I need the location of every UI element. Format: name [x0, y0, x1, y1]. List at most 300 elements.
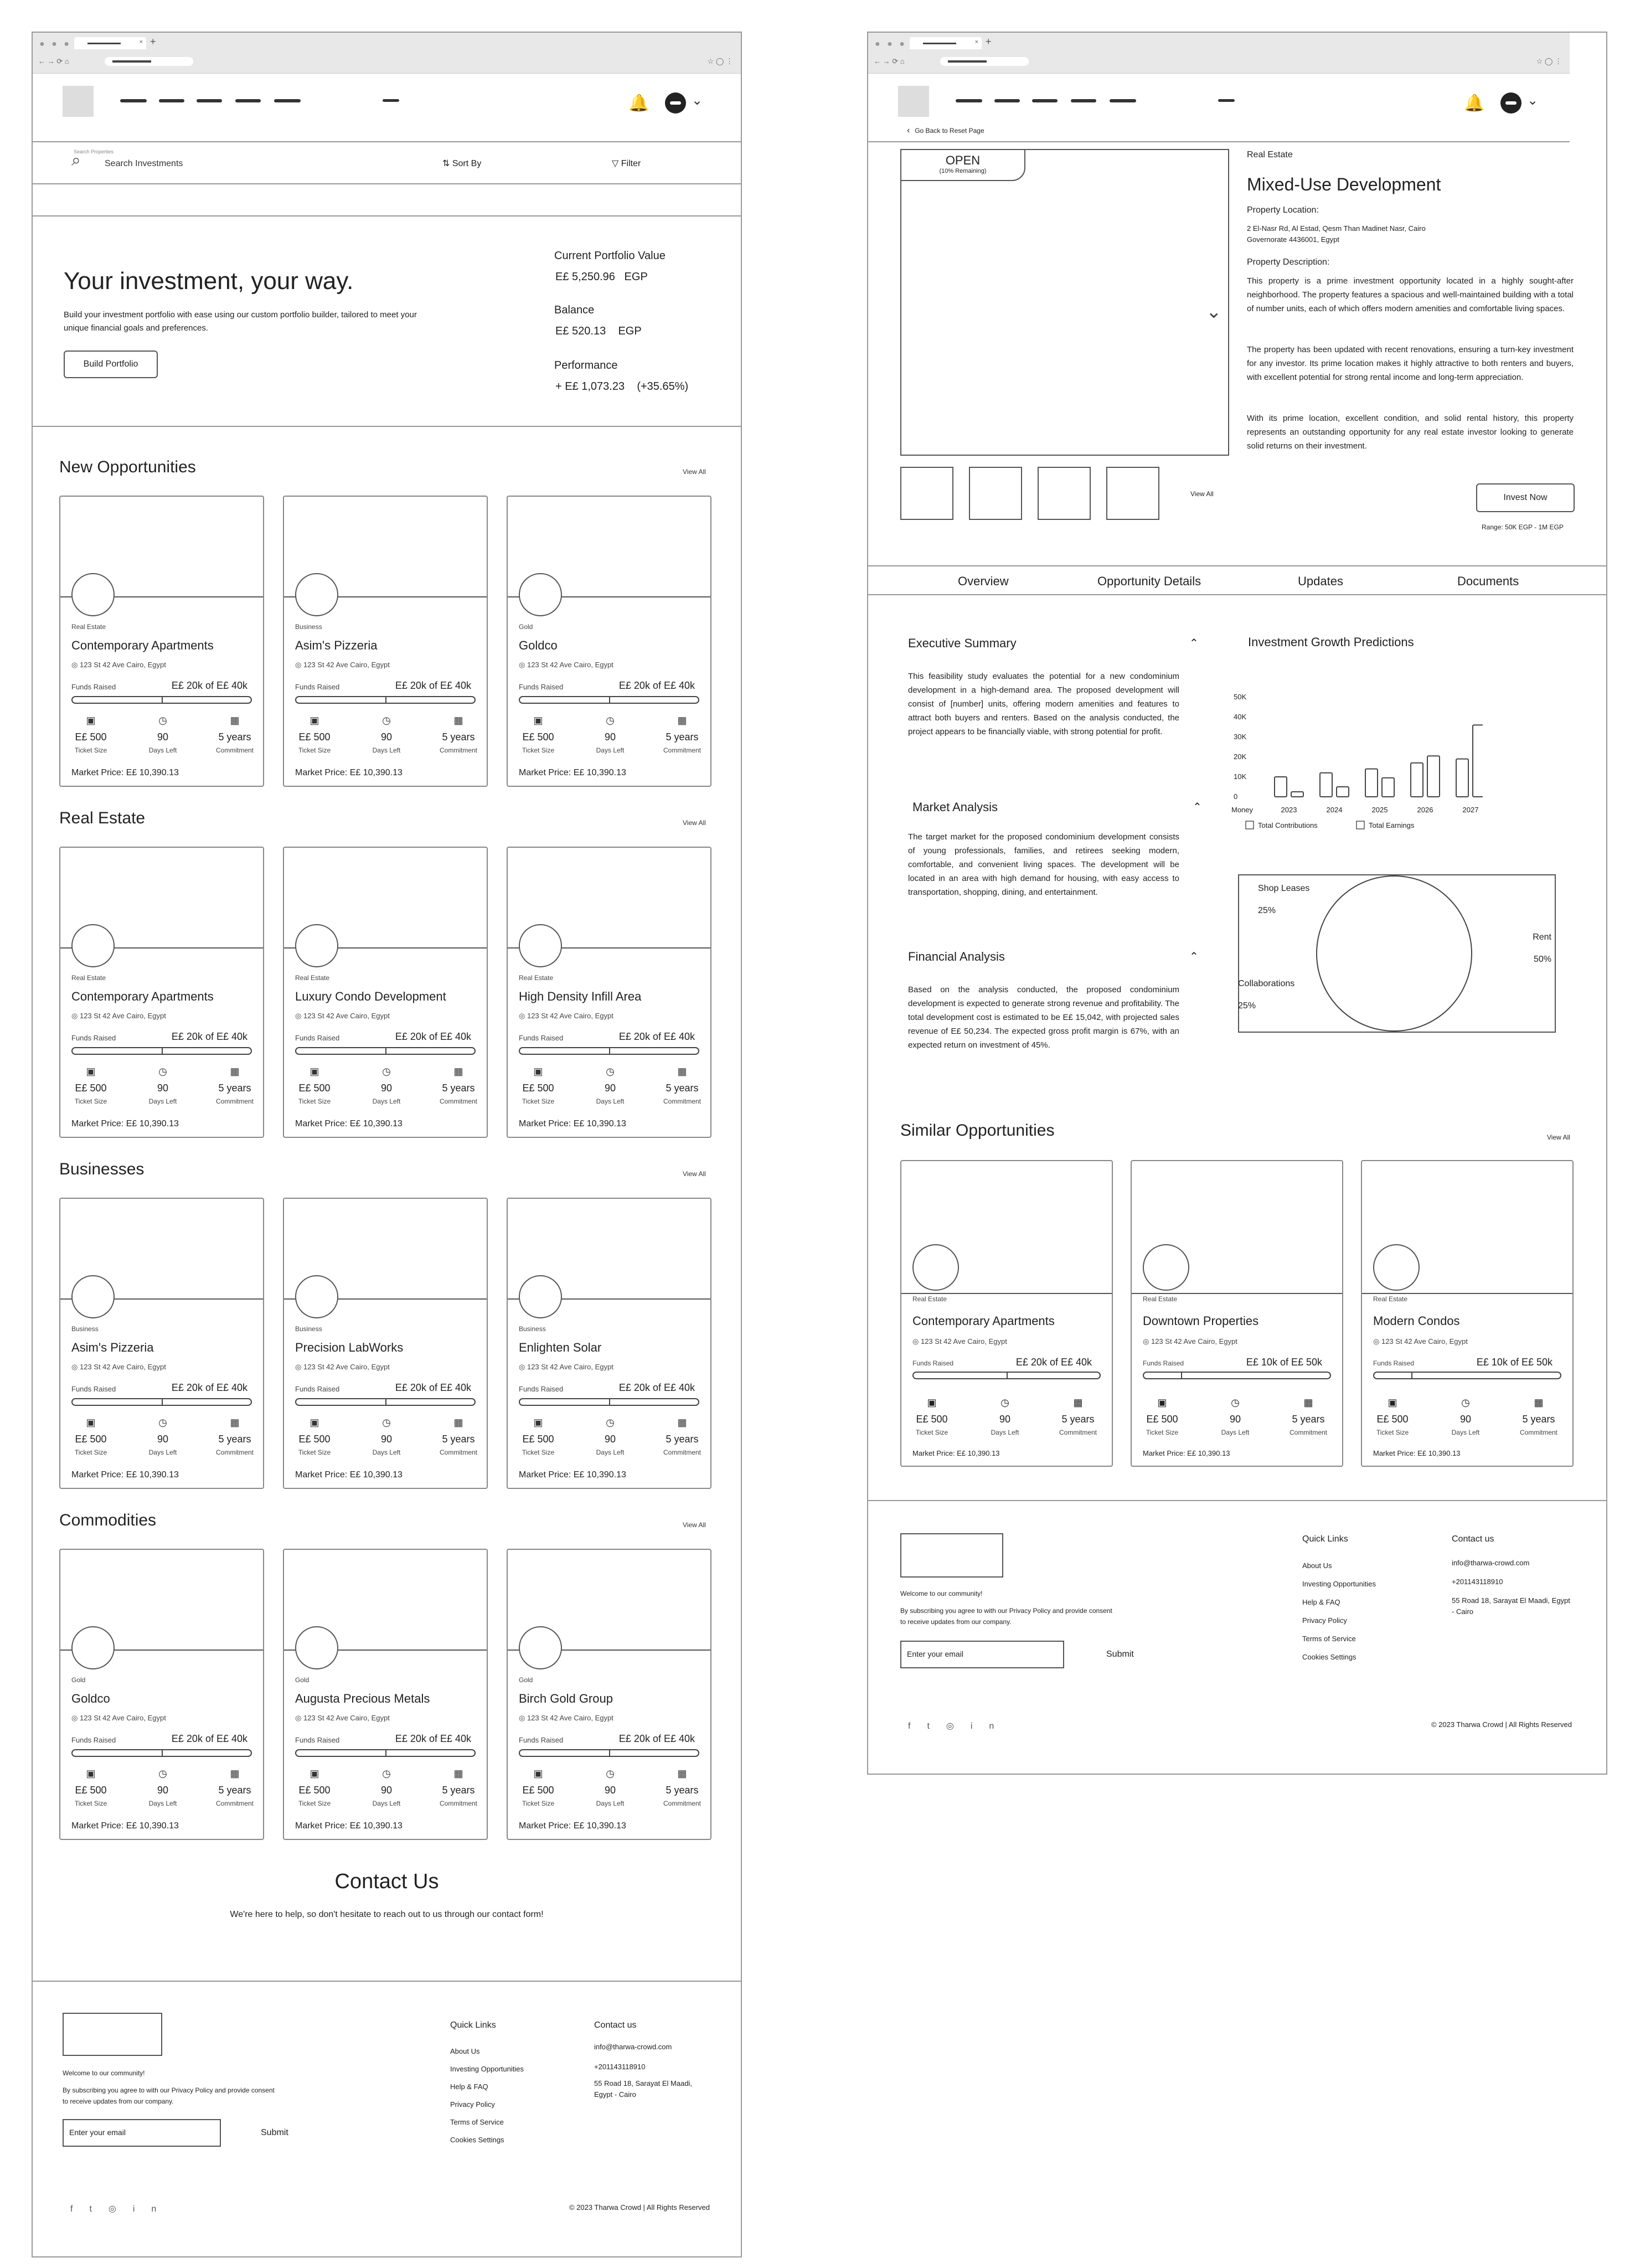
divider: [33, 426, 741, 427]
chevron-down-icon[interactable]: ⌄: [1527, 93, 1539, 108]
status-sub: (10% Remaining): [939, 168, 987, 174]
nav-link-2[interactable]: [994, 99, 1020, 102]
footer-consent: By subscribing you agree to with our Privacy Policy and provide consent to receive updates from our company.: [900, 1607, 1112, 1626]
footer-link[interactable]: Privacy Policy: [1302, 1616, 1347, 1625]
card-category: Real Estate: [912, 1295, 947, 1303]
chevron-up-icon[interactable]: ⌃: [1193, 801, 1202, 813]
ticket-stat: [508, 715, 569, 754]
invest-now-button[interactable]: Invest Now: [1476, 483, 1575, 512]
market-price: Market Price: E£ 10,390.13: [519, 1821, 626, 1831]
tab-updates[interactable]: Updates: [1298, 574, 1343, 588]
progress-marker: [162, 1398, 163, 1406]
filter-button[interactable]: [612, 158, 641, 169]
opportunity-card[interactable]: [283, 847, 488, 1138]
funds-label: Funds Raised: [1143, 1359, 1184, 1367]
x-tick-label: 2023: [1281, 806, 1297, 814]
contact-subtitle: We're here to help, so don't hesitate to reach out to us through our contact form!: [230, 1910, 544, 1919]
tab-documents[interactable]: Documents: [1457, 574, 1519, 588]
y-tick-label: 50K: [1234, 693, 1247, 701]
twitter-icon[interactable]: t: [927, 1721, 946, 1731]
market-price: Market Price: E£ 10,390.13: [71, 1470, 179, 1480]
ticket-icon: ▣: [927, 1397, 937, 1408]
card-title: Goldco: [71, 1692, 110, 1705]
growth-bar-chart: [1228, 658, 1483, 847]
calendar-icon: ▦: [1303, 1397, 1313, 1408]
commitment-value: 5 years: [666, 1434, 699, 1445]
progress-marker: [162, 1749, 163, 1757]
opportunity-card[interactable]: [283, 1549, 488, 1840]
footer-logo[interactable]: [63, 2013, 162, 2056]
commitment-label: Commitment: [215, 1449, 254, 1456]
card-logo: [519, 924, 562, 967]
footer: [868, 1501, 1606, 1775]
days-label: Days Left: [372, 1449, 401, 1456]
days-label: Days Left: [372, 1097, 401, 1105]
instagram-icon[interactable]: ◎: [946, 1721, 971, 1731]
funds-amount: E£ 20k of E£ 40k: [395, 680, 471, 691]
footer-submit-button[interactable]: Submit: [261, 2128, 288, 2137]
browser-tab[interactable]: ×: [910, 37, 982, 49]
card-title: Asim's Pizzeria: [295, 638, 378, 652]
footer-welcome: Welcome to our community!: [63, 2069, 145, 2077]
accordion-body: Based on the analysis conducted, the proposed condominium development is expected to generate strong revenue and profitability. The total development cost is estimated to be E£ 15,042, with projected sales revenue of E£ 50,234. The expected gross profit margin is 67%, with an expected return on investment of 45%.: [908, 985, 1179, 1050]
ticket-stat: [508, 1417, 569, 1456]
property-image[interactable]: [900, 149, 1229, 456]
ticket-stat: [901, 1397, 962, 1436]
card-category: Real Estate: [1143, 1295, 1178, 1303]
card-logo: [71, 924, 115, 967]
card-category: Gold: [519, 623, 533, 631]
legend-label: Total Contributions: [1258, 821, 1318, 829]
ticket-label: Ticket Size: [74, 1449, 107, 1456]
view-all-link[interactable]: View All: [683, 1521, 706, 1529]
card-title: Goldco: [519, 638, 558, 652]
commitment-value: 5 years: [218, 1083, 251, 1094]
y-tick-label: 10K: [1234, 772, 1247, 781]
view-all-link[interactable]: View All: [683, 819, 706, 827]
funds-label: Funds Raised: [295, 683, 340, 691]
nav-link-4[interactable]: [1071, 99, 1096, 102]
chevron-down-icon[interactable]: ⌄: [1206, 301, 1222, 322]
market-price: Market Price: E£ 10,390.13: [1373, 1449, 1461, 1457]
sort-button[interactable]: [442, 158, 481, 169]
days-value: 90: [1229, 1414, 1241, 1425]
ticket-icon: ▣: [86, 1066, 96, 1077]
commitment-label: Commitment: [663, 1449, 701, 1456]
days-stat: [1435, 1397, 1496, 1436]
avatar[interactable]: [1500, 92, 1521, 114]
copyright: © 2023 Tharwa Crowd | All Rights Reserved: [569, 2203, 710, 2212]
days-value: 90: [604, 1083, 616, 1094]
card-category: Real Estate: [1373, 1295, 1408, 1303]
nav-link-1[interactable]: [120, 99, 147, 102]
similar-card[interactable]: [1361, 1160, 1574, 1467]
social-icons: [70, 2203, 173, 2214]
top-nav: [33, 74, 741, 142]
card-address: ◎ 123 St 42 Ave Cairo, Egypt: [295, 1012, 390, 1020]
commitment-stat: [204, 1417, 265, 1456]
progress-marker: [609, 1398, 610, 1406]
commitment-value: 5 years: [442, 1083, 475, 1094]
calendar-icon: ▦: [677, 1066, 687, 1077]
accordion-title[interactable]: Market Analysis: [912, 800, 998, 814]
calendar-icon: ▦: [677, 1768, 687, 1779]
browser-menu-icons[interactable]: ☆ ◯ ⋮: [707, 57, 733, 65]
linkedin-icon[interactable]: in: [132, 2204, 173, 2214]
ticket-label: Ticket Size: [522, 746, 555, 754]
ticket-value: E£ 500: [75, 731, 107, 743]
ticket-stat: [1132, 1397, 1193, 1436]
pie-slice-pct: 25%: [1258, 906, 1276, 915]
thumbnail[interactable]: [900, 467, 953, 520]
build-portfolio-button[interactable]: Build Portfolio: [64, 350, 158, 378]
ticket-icon: ▣: [533, 1066, 543, 1077]
progress-bar: [71, 1398, 252, 1406]
address-bar[interactable]: [940, 57, 1029, 66]
card-logo: [71, 1626, 115, 1669]
view-all-link[interactable]: View All: [683, 468, 706, 476]
address-bar[interactable]: [105, 57, 193, 66]
funds-label: Funds Raised: [912, 1359, 954, 1367]
window-controls[interactable]: ● ● ●: [875, 39, 907, 49]
commitment-stat: [428, 1066, 489, 1105]
chevron-left-icon: ‹: [907, 126, 915, 135]
bar-earnings: [1427, 756, 1440, 797]
ticket-icon: ▣: [86, 1768, 96, 1779]
performance-value: + E£ 1,073.23 (+35.65%): [555, 380, 689, 393]
nav-link-1[interactable]: [956, 99, 982, 102]
similar-card[interactable]: [900, 1160, 1113, 1467]
accordion-body: The target market for the proposed condominium development consists of young professionals, families, and retirees seeking modern, comfortable, and convenient living spaces. The development will be located in an area with high demand for housing, with easy access to transportation, shopping, dining, and entertainment.: [908, 832, 1179, 897]
card-category: Real Estate: [71, 623, 106, 631]
funds-amount: E£ 20k of E£ 40k: [395, 1031, 471, 1042]
location-label: Property Location:: [1247, 205, 1319, 215]
description-paragraph: The property has been updated with recent renovations, ensuring a turn-key investment for any investor. Its prime location makes it highly attractive to both renters and buyers, with excellent potential for strong rental income and long-term appreciation.: [1247, 345, 1574, 382]
footer-link[interactable]: Help & FAQ: [1302, 1598, 1340, 1606]
calendar-icon: ▦: [453, 715, 463, 726]
location-pin-icon: ◎: [71, 1714, 80, 1722]
search-bar: [33, 142, 741, 184]
market-price: Market Price: E£ 10,390.13: [519, 1119, 626, 1128]
ticket-value: E£ 500: [522, 1434, 554, 1445]
logo[interactable]: [898, 86, 929, 117]
commitment-value: 5 years: [442, 731, 475, 743]
nav-link-4[interactable]: [235, 99, 261, 102]
ticket-icon: ▣: [310, 1417, 319, 1428]
chart-title: Investment Growth Predictions: [1248, 635, 1414, 649]
days-label: Days Left: [596, 746, 625, 754]
accordion-title[interactable]: Executive Summary: [908, 636, 1017, 650]
linkedin-icon[interactable]: in: [970, 1721, 1011, 1731]
card-logo: [519, 1626, 562, 1669]
opportunity-card[interactable]: [507, 1198, 711, 1489]
commitment-label: Commitment: [439, 1800, 477, 1807]
contact-phone[interactable]: +201143118910: [594, 2063, 646, 2071]
window-controls[interactable]: ● ● ●: [39, 39, 71, 49]
days-stat: [1205, 1397, 1266, 1436]
contact-us-title: Contact us: [594, 2020, 637, 2030]
calendar-icon: ▦: [230, 1768, 240, 1779]
progress-marker: [1181, 1372, 1182, 1379]
ticket-label: Ticket Size: [522, 1800, 555, 1807]
nav-link-5[interactable]: [274, 99, 301, 102]
contact-email[interactable]: info@tharwa-crowd.com: [594, 2043, 672, 2051]
progress-bar: [295, 1047, 476, 1055]
opportunity-card[interactable]: [283, 1198, 488, 1489]
status-label: OPEN: [945, 153, 981, 167]
pie-slice-label: Collaborations: [1238, 979, 1295, 988]
funds-amount: E£ 20k of E£ 40k: [171, 1031, 247, 1042]
browser-tab[interactable]: ×: [74, 37, 146, 49]
opportunity-card[interactable]: [507, 847, 711, 1138]
avatar[interactable]: [665, 92, 686, 114]
browser-menu-icons[interactable]: ☆ ◯ ⋮: [1536, 57, 1562, 65]
opportunity-card[interactable]: [59, 1198, 264, 1489]
footer-link[interactable]: Privacy Policy: [450, 2100, 495, 2109]
footer-link[interactable]: Cookies Settings: [450, 2136, 504, 2144]
tab-opportunity-details[interactable]: Opportunity Details: [1097, 574, 1201, 588]
days-label: Days Left: [596, 1097, 625, 1105]
bell-icon[interactable]: 🔔: [1464, 94, 1485, 112]
opportunity-card[interactable]: [59, 847, 264, 1138]
x-tick-label: 2025: [1371, 806, 1388, 814]
divider: [33, 215, 741, 217]
status-badge: [900, 149, 1025, 181]
facebook-icon[interactable]: f: [70, 2204, 90, 2214]
funds-label: Funds Raised: [519, 1385, 564, 1393]
search-icon[interactable]: ⌕: [71, 151, 81, 169]
ticket-label: Ticket Size: [1376, 1429, 1409, 1436]
y-tick-label: 40K: [1234, 713, 1247, 721]
opportunity-card[interactable]: [507, 496, 711, 787]
days-value: 90: [157, 1083, 169, 1094]
footer-email-input[interactable]: Enter your email: [900, 1641, 1064, 1668]
logo[interactable]: [63, 86, 94, 117]
commitment-label: Commitment: [215, 1800, 254, 1807]
card-category: Gold: [71, 1676, 86, 1684]
commitment-value: 5 years: [218, 1785, 251, 1796]
days-value: 90: [604, 1785, 616, 1796]
ticket-stat: [508, 1768, 569, 1807]
view-all-link[interactable]: View All: [683, 1170, 706, 1178]
footer-link[interactable]: Help & FAQ: [450, 2083, 488, 2091]
footer-welcome: Welcome to our community!: [900, 1590, 983, 1597]
days-stat: [132, 1066, 193, 1105]
commitment-label: Commitment: [439, 746, 477, 754]
ticket-label: Ticket Size: [74, 1097, 107, 1105]
nav-link-2[interactable]: [159, 99, 184, 102]
similar-card[interactable]: [1131, 1160, 1343, 1467]
card-address: ◎ 123 St 42 Ave Cairo, Egypt: [519, 1012, 613, 1020]
browser-chrome: [868, 33, 1570, 74]
quick-links-title: Quick Links: [1302, 1534, 1348, 1544]
bar-earnings: [1473, 725, 1483, 797]
contact-address: 55 Road 18, Sarayat El Maadi, Egypt - Cairo: [594, 2079, 693, 2099]
footer-link[interactable]: Terms of Service: [450, 2118, 504, 2126]
x-axis-label: Money: [1231, 806, 1254, 814]
progress-bar: [295, 1398, 476, 1406]
instagram-icon[interactable]: ◎: [108, 2204, 133, 2214]
funds-label: Funds Raised: [295, 1736, 340, 1744]
browser-nav-icons[interactable]: ← → ⟳ ⌂: [38, 57, 69, 65]
commitment-value: 5 years: [666, 1785, 699, 1796]
sort-icon: ⇅: [442, 159, 452, 168]
contact-phone[interactable]: +201143118910: [1452, 1578, 1503, 1586]
footer-email-input[interactable]: Enter your email: [63, 2119, 221, 2147]
thumbnail[interactable]: [1038, 467, 1091, 520]
tab-overview[interactable]: Overview: [958, 574, 1009, 588]
ticket-icon: ▣: [533, 715, 543, 726]
card-title: Contemporary Apartments: [912, 1314, 1055, 1328]
commitment-stat: [428, 1768, 489, 1807]
card-category: Gold: [519, 1676, 533, 1684]
opportunity-card[interactable]: [507, 1549, 711, 1840]
days-value: 90: [157, 1434, 169, 1445]
card-logo: [1143, 1244, 1189, 1291]
commitment-stat: [652, 1417, 713, 1456]
footer-link[interactable]: About Us: [1302, 1561, 1332, 1570]
days-label: Days Left: [148, 1097, 177, 1105]
portfolio-label: Current Portfolio Value: [554, 250, 666, 262]
bar-contributions: [1275, 777, 1287, 797]
new-tab-button[interactable]: +: [150, 36, 156, 47]
commitment-value: 5 years: [442, 1434, 475, 1445]
clock-icon: ◷: [382, 715, 391, 726]
footer-link[interactable]: Investing Opportunities: [450, 2065, 524, 2073]
progress-marker: [1411, 1372, 1412, 1379]
card-logo: [519, 573, 562, 616]
revenue-pie-chart: [1238, 874, 1556, 1033]
days-value: 90: [380, 1785, 393, 1796]
funds-amount: E£ 20k of E£ 40k: [171, 1382, 247, 1393]
commitment-label: Commitment: [1059, 1429, 1097, 1436]
contact-title: Contact Us: [334, 1870, 439, 1893]
chevron-down-icon[interactable]: ⌄: [692, 93, 703, 108]
days-stat: [356, 715, 417, 754]
days-stat: [132, 1417, 193, 1456]
market-price: Market Price: E£ 10,390.13: [519, 1470, 626, 1480]
balance-value: E£ 520.13 EGP: [555, 325, 642, 337]
chevron-up-icon[interactable]: ⌃: [1189, 637, 1199, 650]
commitment-stat: [204, 715, 265, 754]
ticket-label: Ticket Size: [298, 1800, 331, 1807]
commitment-label: Commitment: [439, 1449, 477, 1456]
market-price: Market Price: E£ 10,390.13: [71, 768, 179, 777]
progress-marker: [609, 1047, 610, 1055]
funds-amount: E£ 20k of E£ 40k: [618, 680, 695, 691]
progress-marker: [1007, 1372, 1008, 1379]
ticket-label: Ticket Size: [74, 746, 107, 754]
search-input[interactable]: Search Investments: [105, 159, 183, 168]
card-address: ◎ 123 St 42 Ave Cairo, Egypt: [519, 1714, 613, 1722]
new-tab-button[interactable]: +: [986, 36, 992, 47]
card-address: ◎ 123 St 42 Ave Cairo, Egypt: [519, 661, 613, 669]
ticket-value: E£ 500: [298, 731, 331, 743]
card-address: ◎ 123 St 42 Ave Cairo, Egypt: [295, 661, 390, 669]
card-address: ◎ 123 St 42 Ave Cairo, Egypt: [295, 1714, 390, 1722]
funds-label: Funds Raised: [71, 1736, 116, 1744]
card-logo: [71, 1275, 115, 1318]
ticket-stat: [60, 1066, 121, 1105]
ticket-label: Ticket Size: [522, 1097, 555, 1105]
ticket-icon: ▣: [310, 1066, 319, 1077]
bell-icon[interactable]: 🔔: [628, 94, 649, 112]
footer-link[interactable]: Terms of Service: [1302, 1635, 1356, 1643]
opportunity-card[interactable]: [283, 496, 488, 787]
ticket-label: Ticket Size: [1146, 1429, 1179, 1436]
card-category: Real Estate: [295, 974, 330, 982]
nav-link-6[interactable]: [1218, 99, 1235, 102]
funds-label: Funds Raised: [71, 1385, 116, 1393]
legend-checkbox: [1246, 821, 1254, 829]
footer-link[interactable]: Cookies Settings: [1302, 1653, 1357, 1661]
clock-icon: ◷: [606, 1768, 615, 1779]
funds-label: Funds Raised: [519, 683, 564, 691]
thumbs-view-all[interactable]: View All: [1190, 490, 1214, 498]
commitment-value: 5 years: [666, 731, 699, 743]
contact-us-title: Contact us: [1452, 1534, 1494, 1544]
nav-link-6[interactable]: [383, 99, 399, 102]
description-paragraph: This property is a prime investment opportunity located in a highly sought-after neighborhood. The property features a spacious and well-maintained building with a total of number units, each of which offers modern amenities and comfortable living spaces.: [1247, 276, 1574, 313]
twitter-icon[interactable]: t: [89, 2204, 109, 2214]
opportunity-card[interactable]: [59, 1549, 264, 1840]
ticket-value: E£ 500: [75, 1785, 107, 1796]
bar-earnings: [1382, 778, 1394, 797]
similar-view-all[interactable]: View All: [1547, 1133, 1570, 1141]
accordion-title[interactable]: Financial Analysis: [908, 950, 1005, 963]
section-title: Businesses: [59, 1160, 145, 1178]
funds-amount: E£ 10k of E£ 50k: [1246, 1357, 1322, 1368]
footer-submit-button[interactable]: Submit: [1106, 1650, 1134, 1659]
footer: [33, 1982, 741, 2257]
thumbnail[interactable]: [1106, 467, 1159, 520]
back-link[interactable]: ‹ Go Back to Reset Page: [907, 126, 984, 135]
footer-link[interactable]: Investing Opportunities: [1302, 1580, 1376, 1588]
location-pin-icon: ◎: [295, 1012, 303, 1020]
opportunity-card[interactable]: [59, 496, 264, 787]
card-category: Business: [519, 1325, 546, 1333]
pie-slice-label: Shop Leases: [1258, 884, 1310, 893]
commitment-stat: [204, 1066, 265, 1105]
contact-email[interactable]: info@tharwa-crowd.com: [1452, 1559, 1530, 1567]
funds-amount: E£ 20k of E£ 40k: [395, 1733, 471, 1744]
footer-link[interactable]: About Us: [450, 2047, 480, 2055]
nav-link-5[interactable]: [1110, 99, 1136, 102]
ticket-icon: ▣: [86, 715, 96, 726]
card-title: Asim's Pizzeria: [71, 1341, 154, 1354]
pie-circle: [1317, 876, 1472, 1031]
clock-icon: ◷: [382, 1768, 391, 1779]
days-stat: [974, 1397, 1035, 1436]
nav-link-3[interactable]: [197, 99, 222, 102]
facebook-icon[interactable]: f: [908, 1721, 927, 1731]
accordion-body: This feasibility study evaluates the potential for a new condominium development in a high-demand area. The proposed development will consist of [number] units, offering modern amenities and features to attract both buyers and renters. Based on the analysis conducted, the project appears to be financially viable, with strong potential for profit.: [908, 672, 1179, 736]
location-pin-icon: ◎: [295, 1363, 303, 1371]
clock-icon: ◷: [158, 715, 167, 726]
footer-logo[interactable]: [900, 1533, 1003, 1578]
progress-bar: [1143, 1372, 1331, 1379]
browser-nav-icons[interactable]: ← → ⟳ ⌂: [874, 57, 905, 65]
days-label: Days Left: [148, 1800, 177, 1807]
thumbnail[interactable]: [969, 467, 1022, 520]
card-address: ◎ 123 St 42 Ave Cairo, Egypt: [1143, 1337, 1237, 1346]
progress-bar: [519, 1749, 699, 1757]
chevron-up-icon[interactable]: ⌃: [1189, 951, 1199, 963]
ticket-stat: [284, 1066, 345, 1105]
funds-amount: E£ 20k of E£ 40k: [395, 1382, 471, 1393]
location-pin-icon: ◎: [1143, 1337, 1151, 1346]
nav-link-3[interactable]: [1032, 99, 1058, 102]
